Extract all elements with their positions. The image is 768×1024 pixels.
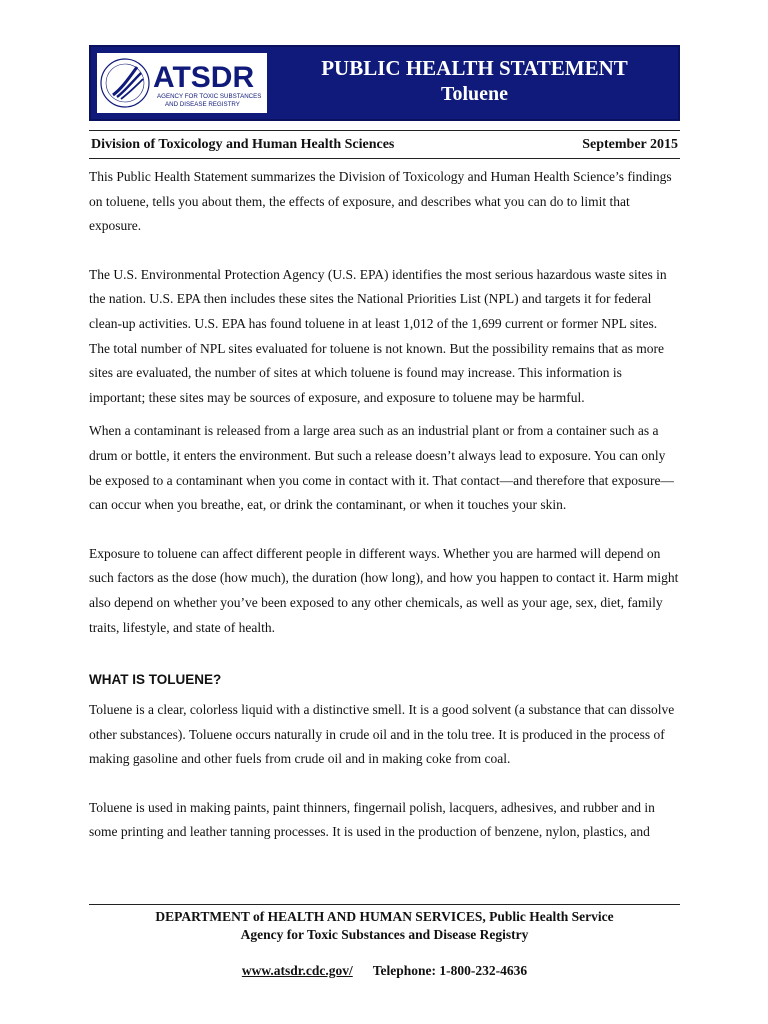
header-banner <box>89 45 680 121</box>
paragraph: Exposure to toluene can affect different people in different ways. Whether you are harmed will depend on such factors as the dose (how much), the duration (how long), and how you happen to contact it. Harm might also depend on whether you’ve been exposed to any other chemicals, as well as your age, sex, diet, family traits, lifestyle, and state of health. <box>89 545 679 635</box>
paragraph: Toluene is used in making paints, paint thinners, fingernail polish, lacquers, adhesives, and rubber and in some printing and leather tanning processes. It is used in the production of benzene, nylon, plastics, and <box>89 799 655 840</box>
page-title: PUBLIC HEALTH STATEMENT <box>321 56 628 80</box>
website-link[interactable]: www.atsdr.cdc.gov/ <box>241 963 353 978</box>
division-name: Division of Toxicology and Human Health Sciences <box>91 137 395 152</box>
logo-tagline-1: AGENCY FOR TOXIC SUBSTANCES <box>157 93 262 100</box>
telephone-number: Telephone: 1-800-232-4636 <box>372 963 528 978</box>
footer-department: DEPARTMENT of HEALTH AND HUMAN SERVICES, Public Health Service <box>155 909 614 924</box>
paragraph: This Public Health Statement summarizes the Division of Toxicology and Human Health Science’s findings on toluene, tells you about them, the effects of exposure, and describes what you can do to limit that exposure. <box>89 169 672 234</box>
section-heading: WHAT IS TOLUENE? <box>89 672 222 688</box>
paragraph: Toluene is a clear, colorless liquid with a distinctive smell. It is a good solvent (a substance that can dissolve other substances). Toluene occurs naturally in crude oil and in the tolu tree. It is produced in the process of making gasoline and other fuels from crude oil and in making coke from coal. <box>89 702 675 767</box>
paragraph: The U.S. Environmental Protection Agency (U.S. EPA) identifies the most serious hazardous waste sites in the nation. U.S. EPA then includes these sites the National Priorities List (NPL) and targets it for federal clean-up activities. U.S. EPA has found toluene in at least 1,012 of the 1,699 current or former NPL sites. The total number of NPL sites evaluated for toluene is not known. But the possibility remains that as more sites are evaluated, the number of sites at which toluene is found may increase. This information is important; these sites may be sources of exposure, and exposure to toluene may be harmful. <box>89 266 667 405</box>
footer <box>89 908 680 980</box>
page-subtitle: Toluene <box>440 83 509 105</box>
footer-divider <box>89 904 680 905</box>
paragraph: When a contaminant is released from a large area such as an industrial plant or from a container such as a drum or bottle, it enters the environment. But such a release doesn’t always lead to exposure. You can only be exposed to a contaminant when you come in contact with it. That contact—and therefore that exposure—can occur when you breathe, eat, or drink the contaminant, or when it touches your skin. <box>89 423 674 513</box>
division-bar <box>89 130 680 159</box>
logo-wordmark: ATSDR <box>153 61 255 94</box>
document-body <box>89 165 680 845</box>
publication-date: September 2015 <box>582 137 678 152</box>
footer-agency: Agency for Toxic Substances and Disease Registry <box>240 927 529 942</box>
hhs-seal-icon <box>97 53 267 113</box>
footer-contact <box>89 962 680 980</box>
atsdr-logo <box>97 53 267 113</box>
logo-tagline-2: AND DISEASE REGISTRY <box>165 101 240 108</box>
header-titles <box>271 55 678 107</box>
